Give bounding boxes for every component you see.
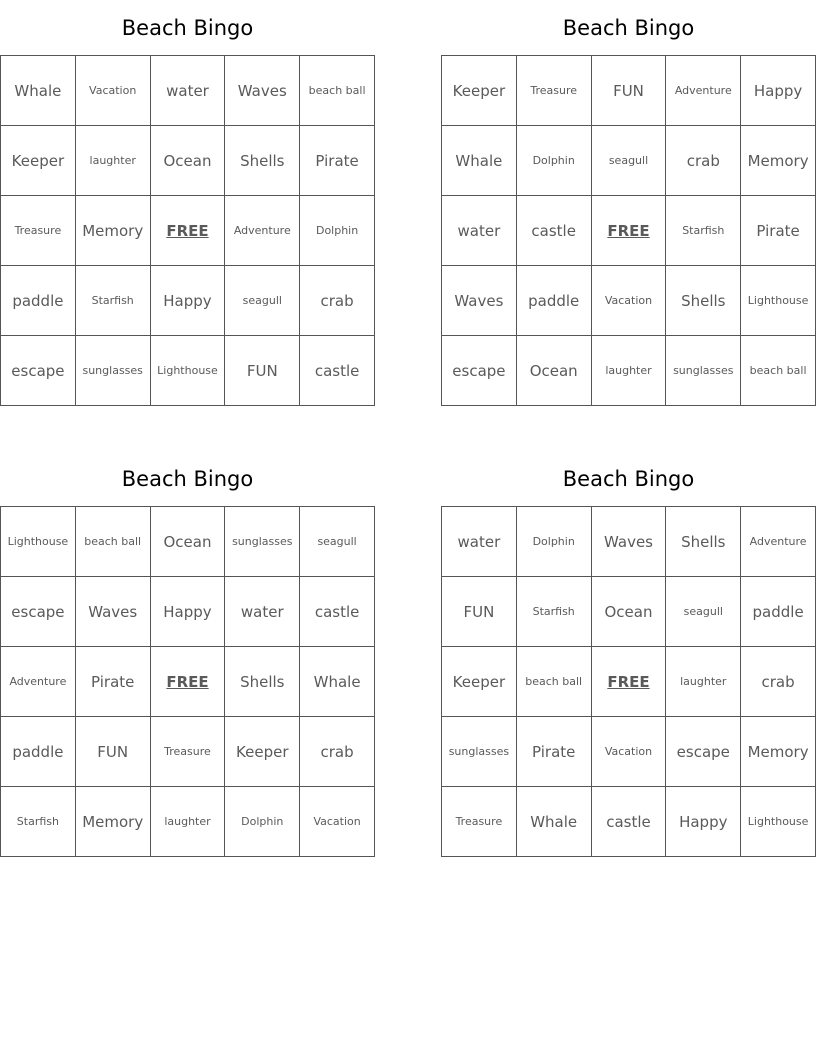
bingo-cell: Adventure: [1, 647, 76, 717]
bingo-grid: [0, 506, 375, 857]
bingo-cell: Ocean: [151, 507, 226, 577]
bingo-cell: Lighthouse: [741, 266, 816, 336]
bingo-cell: Keeper: [442, 647, 517, 717]
bingo-cell: Starfish: [76, 266, 151, 336]
bingo-cell: beach ball: [300, 56, 375, 126]
bingo-cell: paddle: [1, 266, 76, 336]
bingo-cell: Shells: [225, 126, 300, 196]
bingo-cell: Happy: [151, 577, 226, 647]
bingo-cell: FUN: [592, 56, 667, 126]
bingo-cell: Pirate: [517, 717, 592, 787]
bingo-cell: water: [442, 196, 517, 266]
bingo-cell: Vacation: [592, 717, 667, 787]
bingo-cell: Pirate: [76, 647, 151, 717]
bingo-cell: Treasure: [517, 56, 592, 126]
bingo-cell: Ocean: [517, 336, 592, 406]
bingo-cell: water: [225, 577, 300, 647]
bingo-cell: escape: [1, 336, 76, 406]
bingo-cell: crab: [741, 647, 816, 717]
bingo-cell: Treasure: [1, 196, 76, 266]
bingo-cell: Whale: [442, 126, 517, 196]
bingo-cell: castle: [517, 196, 592, 266]
bingo-cell: Lighthouse: [741, 787, 816, 857]
bingo-grid: [441, 55, 816, 406]
bingo-cell: Waves: [76, 577, 151, 647]
bingo-cell: Treasure: [151, 717, 226, 787]
bingo-cell: FUN: [442, 577, 517, 647]
bingo-cell: beach ball: [517, 647, 592, 717]
bingo-cell: Adventure: [666, 56, 741, 126]
bingo-cell: Starfish: [666, 196, 741, 266]
bingo-cell: laughter: [151, 787, 226, 857]
bingo-cell: Keeper: [225, 717, 300, 787]
free-space-cell: FREE: [151, 647, 226, 717]
bingo-cell: seagull: [225, 266, 300, 336]
bingo-cell: Treasure: [442, 787, 517, 857]
bingo-cell: Memory: [741, 717, 816, 787]
bingo-cell: crab: [300, 717, 375, 787]
bingo-cell: water: [442, 507, 517, 577]
bingo-cell: Vacation: [76, 56, 151, 126]
card-title: Beach Bingo: [562, 467, 695, 491]
bingo-cell: beach ball: [741, 336, 816, 406]
bingo-cell: sunglasses: [76, 336, 151, 406]
bingo-cell: Happy: [741, 56, 816, 126]
bingo-cell: Starfish: [517, 577, 592, 647]
bingo-cell: Keeper: [1, 126, 76, 196]
bingo-cell: crab: [300, 266, 375, 336]
bingo-grid: [0, 55, 375, 406]
bingo-cell: castle: [300, 577, 375, 647]
bingo-cell: Ocean: [151, 126, 226, 196]
bingo-cell: Waves: [225, 56, 300, 126]
card-title: Beach Bingo: [562, 16, 695, 40]
bingo-cell: Memory: [741, 126, 816, 196]
bingo-cell: escape: [666, 717, 741, 787]
bingo-cell: Dolphin: [300, 196, 375, 266]
bingo-cell: Adventure: [225, 196, 300, 266]
bingo-cell: seagull: [300, 507, 375, 577]
bingo-cell: FUN: [76, 717, 151, 787]
bingo-cell: escape: [442, 336, 517, 406]
free-space-cell: FREE: [151, 196, 226, 266]
bingo-cell: laughter: [666, 647, 741, 717]
free-space-cell: FREE: [592, 647, 667, 717]
bingo-cell: Dolphin: [517, 507, 592, 577]
card-title: Beach Bingo: [121, 467, 254, 491]
bingo-cell: sunglasses: [225, 507, 300, 577]
bingo-cell: sunglasses: [442, 717, 517, 787]
bingo-cell: Happy: [666, 787, 741, 857]
bingo-cell: Vacation: [592, 266, 667, 336]
bingo-cell: paddle: [741, 577, 816, 647]
bingo-cell: beach ball: [76, 507, 151, 577]
bingo-cell: Shells: [666, 507, 741, 577]
bingo-cell: Shells: [666, 266, 741, 336]
bingo-cell: Shells: [225, 647, 300, 717]
bingo-cell: water: [151, 56, 226, 126]
bingo-cell: castle: [592, 787, 667, 857]
bingo-cell: Whale: [300, 647, 375, 717]
bingo-cell: escape: [1, 577, 76, 647]
bingo-cell: Vacation: [300, 787, 375, 857]
bingo-cell: paddle: [517, 266, 592, 336]
bingo-cell: seagull: [592, 126, 667, 196]
bingo-cell: seagull: [666, 577, 741, 647]
bingo-grid: [441, 506, 816, 857]
bingo-cell: paddle: [1, 717, 76, 787]
bingo-cell: Whale: [1, 56, 76, 126]
bingo-cell: Lighthouse: [151, 336, 226, 406]
bingo-cell: FUN: [225, 336, 300, 406]
bingo-cell: Pirate: [300, 126, 375, 196]
bingo-cell: Waves: [442, 266, 517, 336]
bingo-cell: Memory: [76, 196, 151, 266]
bingo-cell: Lighthouse: [1, 507, 76, 577]
bingo-cell: Dolphin: [517, 126, 592, 196]
bingo-cell: Starfish: [1, 787, 76, 857]
bingo-cell: laughter: [76, 126, 151, 196]
bingo-cell: sunglasses: [666, 336, 741, 406]
card-title: Beach Bingo: [121, 16, 254, 40]
bingo-cell: Dolphin: [225, 787, 300, 857]
bingo-cell: Memory: [76, 787, 151, 857]
bingo-cell: Waves: [592, 507, 667, 577]
bingo-cell: Keeper: [442, 56, 517, 126]
bingo-cell: Ocean: [592, 577, 667, 647]
bingo-cell: Pirate: [741, 196, 816, 266]
bingo-cell: Whale: [517, 787, 592, 857]
bingo-cell: castle: [300, 336, 375, 406]
bingo-cell: crab: [666, 126, 741, 196]
bingo-cell: Happy: [151, 266, 226, 336]
free-space-cell: FREE: [592, 196, 667, 266]
bingo-cell: Adventure: [741, 507, 816, 577]
bingo-cell: laughter: [592, 336, 667, 406]
